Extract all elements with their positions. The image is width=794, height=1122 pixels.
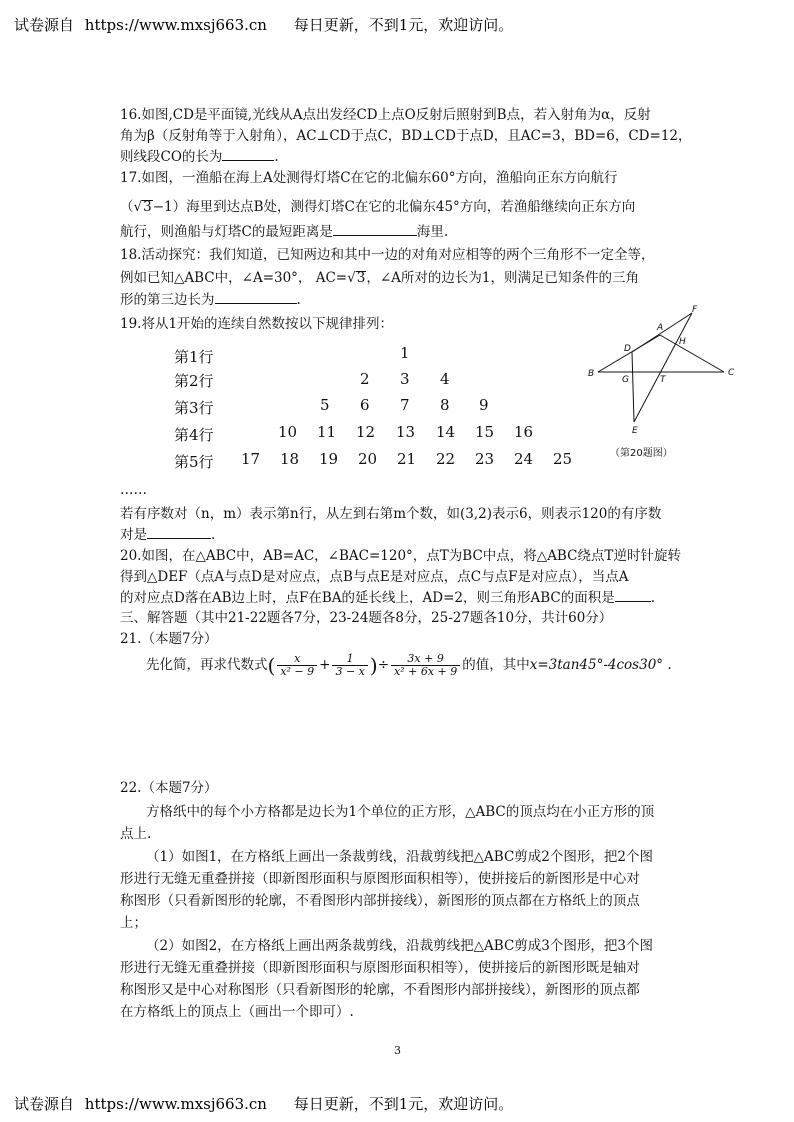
- q21-plus: +: [319, 657, 331, 673]
- triangle-number: 8: [440, 396, 450, 414]
- q21-f1-num: x: [277, 653, 317, 666]
- q21-f3-num: 3x + 9: [391, 653, 460, 666]
- triangle-number: 1: [400, 344, 410, 362]
- q18-line3-pre: 形的第三边长为: [120, 292, 215, 308]
- q19-line3-text: 对是: [120, 527, 147, 543]
- page-header: [14, 14, 513, 35]
- triangle-number: 9: [479, 396, 489, 414]
- q19-ellipsis: ……: [120, 482, 147, 498]
- triangle-number: 15: [475, 423, 495, 441]
- row-label: 第2行: [174, 372, 214, 390]
- triangle-number: 16: [514, 423, 534, 441]
- triangle-number: 23: [475, 450, 495, 468]
- figure-20-caption: （第20题图）: [610, 448, 673, 459]
- triangle-number: 14: [436, 423, 456, 441]
- footer-slogan: 每日更新，不到1元，欢迎访问。: [293, 1095, 514, 1113]
- q21-x-expr: x=3tan45°-4cos30° .: [529, 657, 672, 673]
- q22-p2a: （1）如图1，在方格纸上画出一条裁剪线，沿裁剪线把△ABC剪成2个图形，把2个图: [146, 849, 653, 865]
- row-label: 第1行: [174, 348, 214, 366]
- label-d: D: [624, 344, 631, 354]
- q21-f3-den: x² + 6x + 9: [394, 665, 458, 678]
- q21-f2-den: 3 − x: [335, 665, 365, 678]
- page-number: 3: [394, 1044, 401, 1057]
- q18-sqrt: 3: [356, 270, 366, 286]
- header-label: 试卷源自: [14, 16, 75, 34]
- q18-line2-pre: 例如已知△ABC中，∠A=30°， AC=: [120, 270, 348, 286]
- label-h: H: [679, 337, 686, 347]
- triangle-number: 20: [358, 450, 378, 468]
- q19-line2: 若有序数对（n，m）表示第n行，从左到右第m个数，如(3,2)表示6，则表示120的有序数: [120, 506, 662, 522]
- triangle-number: 25: [553, 450, 573, 468]
- q22-p1a: 方格纸中的每个小方格都是边长为1个单位的正方形，△ABC的顶点均在小正方形的顶: [146, 804, 655, 820]
- q18-line2-post: ，∠A所对的边长为1，则满足已知条件的三角: [366, 270, 639, 286]
- triangle-number: 18: [280, 450, 300, 468]
- triangle-number: 21: [397, 450, 417, 468]
- triangle-number: 12: [356, 423, 376, 441]
- triangle-number: 6: [360, 396, 370, 414]
- q16-answer-blank[interactable]: [222, 148, 274, 161]
- q17-line3: [120, 220, 448, 240]
- triangle-number: 7: [400, 396, 410, 414]
- q21-f2-num: 1: [332, 653, 367, 666]
- footer-label: 试卷源自: [14, 1095, 75, 1113]
- q22-p2c: 称图形（只看新图形的轮廓，不看图形内部拼接线），新图形的顶点都在方格纸上的顶点: [120, 893, 640, 909]
- header-slogan: 每日更新，不到1元，欢迎访问。: [293, 16, 514, 34]
- segment-de: [632, 352, 634, 422]
- triangle-number: 3: [400, 370, 410, 388]
- q22-p2b: 形进行无缝无重叠拼接（即新图形面积与原图形面积相等），使拼接后的新图形是中心对: [120, 871, 640, 887]
- q21-f1-den: x² − 9: [280, 665, 315, 678]
- figure-20: [580, 300, 750, 470]
- q21-fraction-3: [391, 653, 460, 678]
- q20-line3: 的对应点D落在AB边上时，点F在BA的延长线上，AD=2，则三角形ABC的面积是 .: [120, 590, 656, 606]
- q20-answer-blank[interactable]: [615, 589, 651, 602]
- triangle-number: 22: [436, 450, 456, 468]
- q18-answer-blank[interactable]: [215, 291, 297, 304]
- q21-title: 21.（本题7分）: [120, 631, 218, 647]
- q17-answer-blank[interactable]: [333, 223, 417, 236]
- triangle-number: 19: [319, 450, 339, 468]
- q18-line3: 形的第三边长为 .: [120, 292, 301, 308]
- q22-p3d: 在方格纸上的顶点上（画出一个即可）.: [120, 1004, 354, 1020]
- q21-expression: 先化简，再求代数式( $\frac{x}{\text{x² − 9}}$ + $\frac{1}{3 - x}$ )÷ $\frac{3x + 9}{\text{x² + 6x + 9}}$ 的值，其中x=3tan45°-4cos30° .: [146, 652, 672, 678]
- triangle-number: 4: [440, 370, 450, 388]
- q22-p1b: 点上.: [120, 826, 152, 842]
- q20-line1: 20.如图，在△ABC中，AB=AC，∠BAC=120°，点T为BC中点，将△ABC绕点T逆时针旋转: [120, 548, 681, 564]
- footer-url[interactable]: https://www.mxsj663.cn: [84, 1095, 267, 1113]
- q17-line2: （√3−1）海里到达点B处，测得灯塔C在它的北偏东45°方向，若渔船继续向正东方向: [120, 199, 636, 215]
- triangle-number: 17: [241, 450, 261, 468]
- row-label: 第3行: [174, 399, 214, 417]
- q22-p3c: 称图形又是中心对称图形（只看新图形的轮廓，不看图形内部拼接线），新图形的顶点都: [120, 982, 640, 998]
- q21-text-pre: 先化简，再求代数式: [146, 657, 268, 673]
- label-t: T: [660, 375, 666, 385]
- q17-line3-pre: 航行，则渔船与灯塔C的最短距离是: [120, 224, 333, 240]
- q19-line3: 对是 .: [120, 527, 216, 543]
- q21-fraction-2: [332, 653, 367, 678]
- label-a: A: [657, 323, 664, 333]
- q17-line3-post: 海里.: [416, 224, 449, 240]
- row-label: 第5行: [174, 453, 214, 471]
- label-c: C: [728, 368, 735, 378]
- label-g: G: [622, 375, 629, 385]
- label-b: B: [588, 369, 595, 379]
- header-url[interactable]: https://www.mxsj663.cn: [84, 16, 267, 34]
- triangle-number: 5: [320, 396, 330, 414]
- section-3-title: 三、解答题（其中21-22题各7分，23-24题各8分，25-27题各10分，共计60分）: [120, 610, 613, 626]
- q21-fraction-1: [277, 653, 317, 678]
- q21-text-post: 的值，其中: [462, 657, 530, 673]
- triangle-number: 11: [317, 423, 337, 441]
- label-e: E: [632, 426, 638, 436]
- q19-answer-blank[interactable]: [147, 526, 211, 539]
- triangle-number: 10: [278, 423, 298, 441]
- q22-p2d: 上；: [120, 915, 147, 931]
- q20-line3-text: 的对应点D落在AB边上时，点F在BA的延长线上，AD=2，则三角形ABC的面积是: [120, 590, 615, 606]
- triangle-number: 13: [396, 423, 416, 441]
- triangle-number: 2: [360, 370, 370, 388]
- q16-line3-text: 则线段CO的长为: [120, 149, 223, 165]
- q16-line3: 则线段CO的长为 .: [120, 149, 279, 165]
- q22-p3b: 形进行无缝无重叠拼接（即新图形面积与原图形面积相等），使拼接后的新图形既是轴对: [120, 960, 640, 976]
- q17-sqrt: 3: [143, 199, 152, 215]
- q20-line2: 得到△DEF（点A与点D是对应点，点B与点E是对应点，点C与点F是对应点），当点A: [120, 569, 629, 585]
- q16-line2: 角为β（反射角等于入射角），AC⊥CD于点C，BD⊥CD于点D，且AC=3，BD=6，CD=12，: [120, 128, 692, 144]
- q17-line2-mid: −1）海里到达点B处，测得灯塔C在它的北偏东45°方向，若渔船继续向正东方向: [152, 199, 636, 215]
- q17-line1: 17.如图，一渔船在海上A处测得灯塔C在它的北偏东60°方向，渔船向正东方向航行: [120, 170, 618, 186]
- q17-line2-pre: （: [120, 199, 134, 215]
- row-label: 第4行: [174, 426, 214, 444]
- segment-ac: [660, 335, 724, 372]
- q16-line1: 16.如图,CD是平面镜,光线从A点出发经CD上点O反射后照射到B点，若入射角为α，反射: [120, 107, 651, 123]
- q18-line1: 18.活动探究：我们知道，已知两边和其中一边的对角对应相等的两个三角形不一定全等，: [120, 247, 655, 263]
- q18-line2: 例如已知△ABC中，∠A=30°， AC=√3，∠A所对的边长为1，则满足已知条件的三角: [120, 270, 639, 286]
- page-footer: [14, 1093, 513, 1114]
- label-f: F: [692, 305, 698, 315]
- triangle-number: 24: [514, 450, 534, 468]
- q22-p3a: （2）如图2，在方格纸上画出两条裁剪线，沿裁剪线把△ABC剪成3个图形，把3个图: [146, 938, 653, 954]
- q21-div: ÷: [377, 657, 389, 673]
- q19-line1: 19.将从1开始的连续自然数按以下规律排列：: [120, 316, 394, 332]
- q22-title: 22.（本题7分）: [120, 780, 218, 796]
